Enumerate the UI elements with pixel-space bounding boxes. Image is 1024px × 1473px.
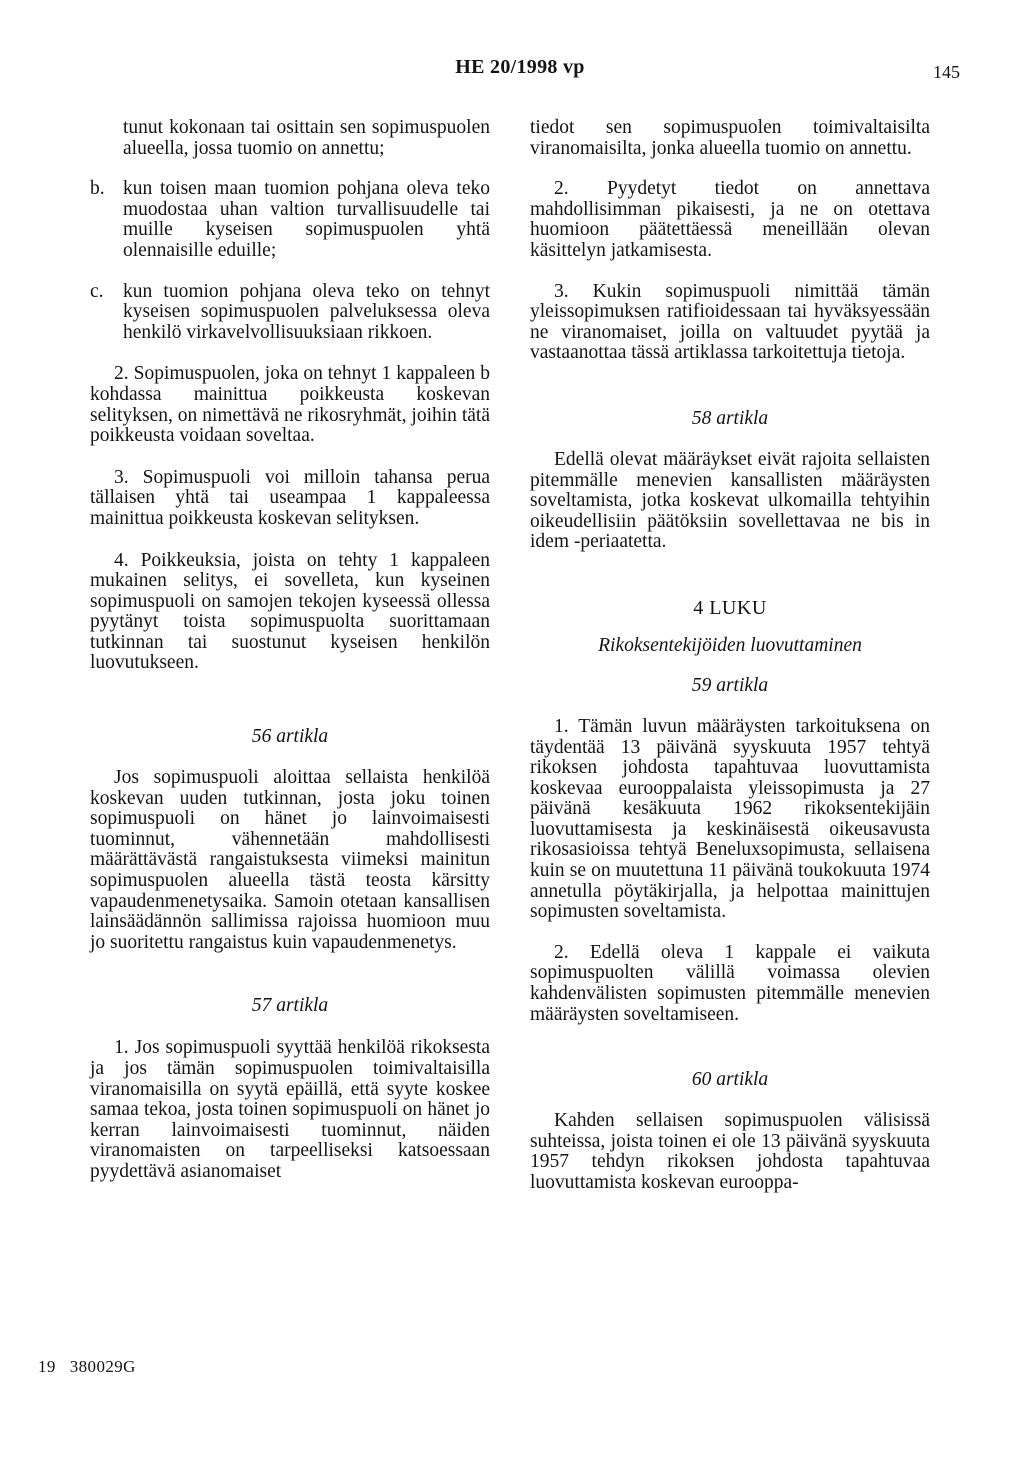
chapter-heading: 4 LUKU	[693, 596, 767, 619]
list-item-c	[90, 282, 490, 344]
left-column	[90, 118, 490, 1183]
page-number: 145	[933, 62, 960, 82]
list-item-b	[90, 179, 490, 261]
list-item-text: kun toisen maan tuomion pohjana oleva teko muodostaa uhan valtion turvallisuudelle tai muille kyseisen sopimuspuolen yhtä olennaisille eduille;	[123, 178, 490, 261]
paragraph: 2. Edellä oleva 1 kappale ei vaikuta sopimuspuolten välillä voimassa olevien kahdenvälisten sopimusten pitemmälle menevien määräysten soveltamiseen.	[530, 941, 930, 1025]
paragraph: 1. Jos sopimuspuoli syyttää henkilöä rikoksesta ja jos tämän sopimuspuolen toimivaltaisilla viranomaisilla on syytä epäillä, että syyte koskee samaa tekoa, josta toinen sopimuspuoli on hänet jo kerran lainvoimaisesti tuominnut, näiden viranomaisten on tarpeelliseksi katsoessaan pyydettävä asianomaiset	[90, 1037, 490, 1182]
paragraph: 4. Poikkeuksia, joista on tehty 1 kappaleen mukainen selitys, ei sovelleta, kun kyseinen sopimuspuoli on samojen tekojen kyseessä ollessa pyytänyt toista sopimuspuolta suorittamaan tutkinnan tai suostunut kyseisen henkilön luovutukseen.	[90, 549, 490, 674]
list-item-label: b.	[90, 178, 105, 200]
article-heading: 60 artikla	[691, 1069, 769, 1091]
chapter-subtitle: Rikoksentekijöiden luovuttaminen	[598, 634, 862, 656]
footer-print-code: 19 380029G	[38, 1357, 136, 1376]
paragraph: 1. Tämän luvun määräysten tarkoituksena on täydentää 13 päivänä syyskuuta 1957 tehtyä rikoksen johdosta tapahtuvaa luovuttamista koskevaa eurooppalaista yleissopimusta ja 27 päivänä kesäkuuta 1962 rikoksentekijäin luovuttamisesta ja keskinäisestä oikeusavusta rikosasioissa tehtyä Beneluxsopimusta, sellaisena kuin se on muutettuna 11 päivänä toukokuuta 1974 annetulla pöytäkirjalla, ja helpottaa mainittujen sopimusten soveltamista.	[530, 715, 930, 923]
paragraph: Kahden sellaisen sopimuspuolen välisissä suhteissa, joista toinen ei ole 13 päivänä syyskuuta 1957 tehdyn rikoksen johdosta tapahtuvaa luovuttamista koskevan eurooppa-	[530, 1110, 930, 1193]
continuation-text: tunut kokonaan tai osittain sen sopimuspuolen alueella, jossa tuomio on annettu;	[123, 117, 490, 159]
paragraph: 3. Kukin sopimuspuoli nimittää tämän yleissopimuksen ratifioidessaan tai hyväksyessään ne viranomaiset, joilla on valtuudet pyytää ja vastaanottaa tässä artiklassa tarkoitettuja tietoja.	[530, 280, 930, 364]
paragraph: 3. Sopimuspuoli voi milloin tahansa perua tällaisen yhtä tai useampaa 1 kappaleessa mainittua poikkeusta koskevan selityksen.	[90, 466, 490, 529]
paragraph: Edellä olevat määräykset eivät rajoita sellaisten pitemmälle menevien kansallisten määräysten soveltamista, jotka koskevat ulkomailla tehtyihin oikeudellisiin päätöksiin sovellettavaa ne bis in idem -periaatetta.	[530, 448, 930, 553]
article-heading: 59 artikla	[691, 674, 769, 696]
list-item-label: c.	[90, 280, 104, 302]
paragraph: 2. Pyydetyt tiedot on annettava mahdollisimman pikaisesti, ja ne on otettava huomioon päätettäessä meneillään olevan käsittelyn jatkamisesta.	[530, 178, 930, 261]
article-heading: 58 artikla	[691, 407, 769, 429]
list-item-text: kun tuomion pohjana oleva teko on tehnyt kyseisen sopimuspuolen palveluksessa oleva henkilö virkavelvollisuuksiaan rikkoen.	[123, 280, 490, 343]
continuation-text: tiedot sen sopimuspuolen toimivaltaisilta viranomaisilta, jonka alueella tuomio on annettu.	[530, 117, 930, 159]
document-header: HE 20/1998 vp	[455, 56, 585, 78]
article-heading: 57 artikla	[251, 995, 329, 1017]
paragraph: Jos sopimuspuoli aloittaa sellaista henkilöä koskevan uuden tutkinnan, josta joku toinen sopimuspuoli on hänet jo lainvoimaisesti tuominnut, vähennetään mahdollisesti määrättävästä rangaistuksesta viimeksi mainitun sopimuspuolen alueella tästä teosta kärsitty vapaudenmenetysaika. Samoin otetaan kansallisen lainsäädännön sallimissa rajoissa huomioon muu jo suoritettu rangaistus kuin vapaudenmenetys.	[90, 767, 490, 953]
paragraph: 2. Sopimuspuolen, joka on tehnyt 1 kappaleen b kohdassa mainittua poikkeusta koskevan selityksen, on nimettävä ne rikosryhmät, joihin tätä poikkeusta voidaan soveltaa.	[90, 363, 490, 447]
right-column	[530, 118, 930, 1194]
article-heading: 56 artikla	[251, 726, 329, 748]
